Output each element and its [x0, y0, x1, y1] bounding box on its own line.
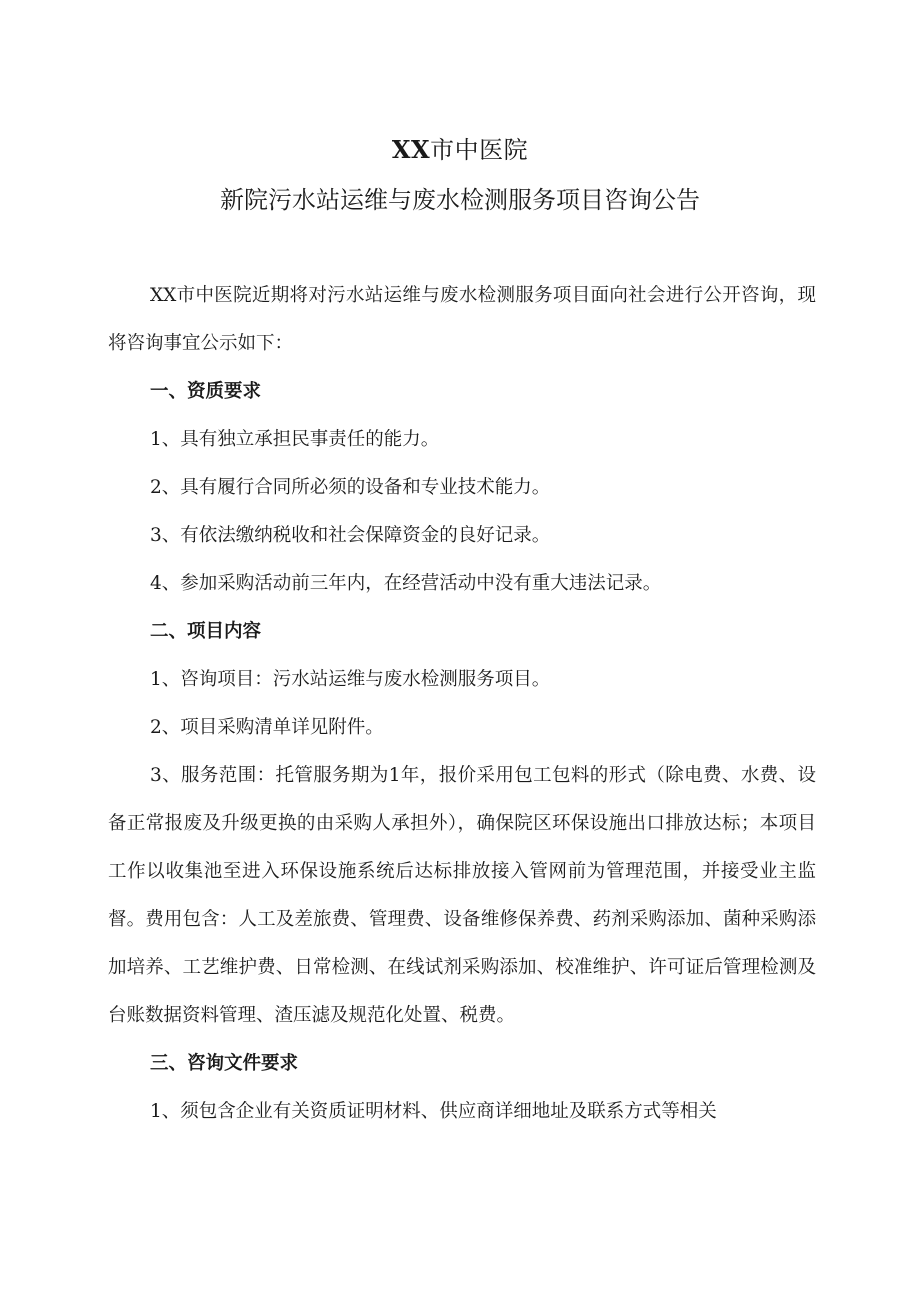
title-project-name: 新院污水站运维与废水检测服务项目咨询公告 [220, 186, 700, 214]
document-title [0, 128, 920, 222]
qualification-item: 4、参加采购活动前三年内，在经营活动中没有重大违法记录。 [150, 573, 662, 594]
service-scope-paragraph: 3、服务范围：托管服务期为1年，报价采用包工包料的形式（除电费、水费、设备正常报废及升级更换的由采购人承担外），确保院区环保设施出口排放达标；本项目工作以收集池至进入环保设施系统后达标排放接入管网前为管理范围，并接受业主监督。费用包含：人工及差旅费、管理费、设备维修保养费、药剂采购添加、菌种采购添加培养、工艺维护费、日常检测、在线试剂采购添加、校准维护、许可证后管理检测及台账数据资料管理、渣压滤及规范化处置、税费。 [108, 765, 816, 1026]
document-body [108, 272, 816, 1136]
document-requirement-item: 1、须包含企业有关资质证明材料、供应商详细地址及联系方式等相关 [150, 1101, 717, 1122]
project-content-item: 2、项目采购清单详见附件。 [150, 717, 384, 738]
section-heading-document-requirements: 三、咨询文件要求 [150, 1053, 299, 1074]
qualification-item: 3、有依法缴纳税收和社会保障资金的良好记录。 [150, 525, 551, 546]
project-content-item: 1、咨询项目：污水站运维与废水检测服务项目。 [150, 669, 551, 690]
title-hospital-suffix: 市中医院 [430, 136, 529, 164]
title-brand: XX [391, 135, 431, 164]
section-heading-qualifications: 一、资质要求 [150, 381, 262, 402]
section-heading-project-content: 二、项目内容 [150, 621, 262, 642]
intro-paragraph: XX市中医院近期将对污水站运维与废水检测服务项目面向社会进行公开咨询，现将咨询事宜公示如下： [108, 285, 816, 354]
qualification-item: 2、具有履行合同所必须的设备和专业技术能力。 [150, 477, 551, 498]
title-hospital-name [0, 128, 920, 172]
qualification-item: 1、具有独立承担民事责任的能力。 [150, 429, 440, 450]
